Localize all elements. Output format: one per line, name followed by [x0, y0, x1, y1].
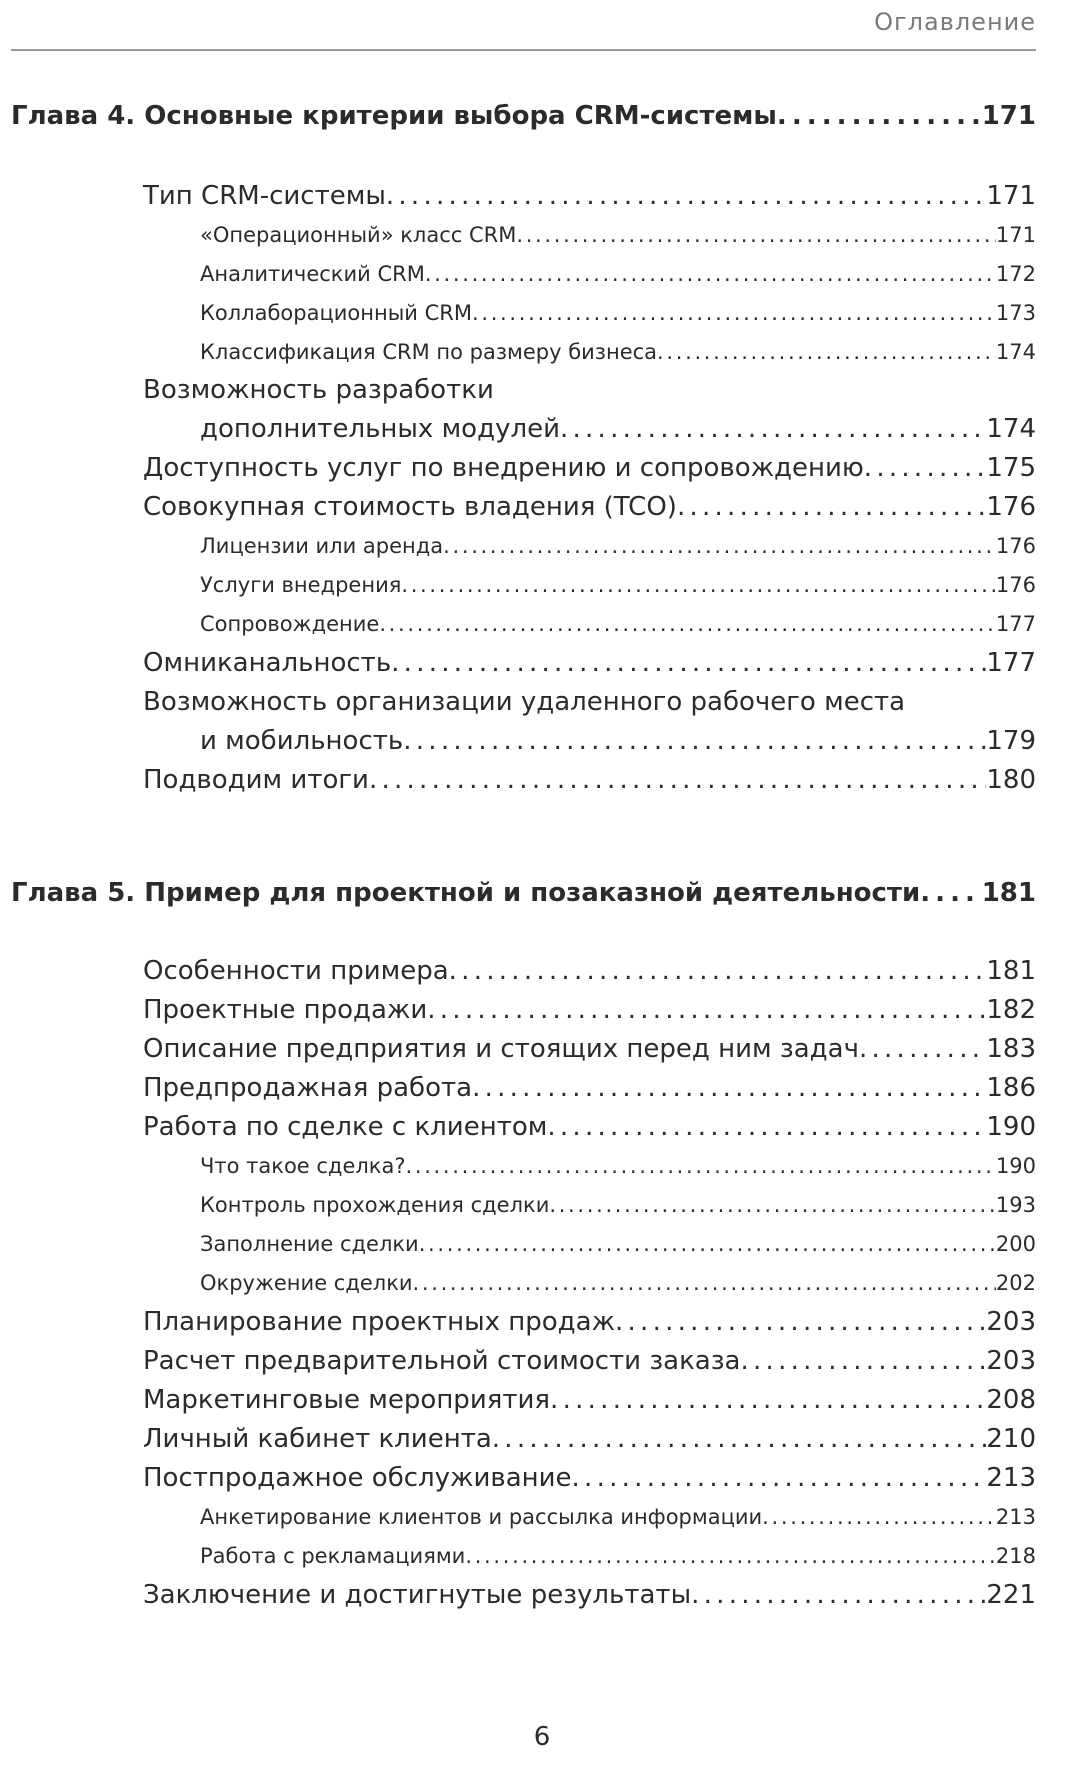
toc-subentry[interactable] — [200, 262, 1036, 286]
page-number: 6 — [533, 1722, 551, 1752]
toc-entry-title: Контроль прохождения сделки — [200, 1193, 550, 1217]
dot-leader — [762, 1505, 996, 1529]
toc-page-number: 174 — [995, 340, 1036, 364]
toc-page-number: 203 — [986, 1346, 1036, 1376]
toc-subentry[interactable] — [200, 534, 1036, 558]
toc-subentry[interactable] — [200, 1505, 1036, 1529]
toc-entry[interactable] — [143, 1385, 1036, 1415]
toc-entry[interactable] — [143, 1307, 1036, 1337]
toc-entry-title: Совокупная стоимость владения (TCO) — [143, 492, 677, 522]
dot-leader — [419, 1232, 996, 1256]
toc-entry[interactable] — [143, 995, 1036, 1025]
toc-page-number: 171 — [986, 181, 1036, 211]
dot-leader — [920, 878, 982, 908]
toc-subentry[interactable] — [200, 1193, 1036, 1217]
toc-subentry[interactable] — [200, 1232, 1036, 1256]
toc-page-number: 190 — [986, 1112, 1036, 1142]
toc-entry-title: Лицензии или аренда — [200, 534, 444, 558]
toc-entry-title: Омниканальность — [143, 648, 392, 678]
toc-subentry[interactable] — [200, 573, 1036, 597]
toc-entry-title: Личный кабинет клиента — [143, 1424, 492, 1454]
toc-entry-title: Услуги внедрения — [200, 573, 402, 597]
dot-leader — [425, 262, 996, 286]
toc-entry-title: «Операционный» класс CRM — [200, 223, 517, 247]
dot-leader — [740, 1346, 986, 1376]
running-head: Оглавление — [874, 8, 1036, 36]
toc-entry-title: Доступность услуг по внедрению и сопровождению — [143, 453, 864, 483]
toc-entry-title: Особенности примера — [143, 956, 449, 986]
toc-page-number: 210 — [986, 1424, 1036, 1454]
toc-page-number: 200 — [995, 1232, 1036, 1256]
toc-entry-title: Проектные продажи — [143, 995, 428, 1025]
dot-leader — [386, 181, 987, 211]
dot-leader — [427, 995, 986, 1025]
toc-entry[interactable] — [143, 1034, 1036, 1064]
toc-page-number: 182 — [986, 995, 1036, 1025]
toc-entry-title: Сопровождение — [200, 612, 380, 636]
toc-entry-title-line1: Возможность организации удаленного рабочего места — [143, 687, 906, 717]
toc-entry[interactable] — [143, 1346, 1036, 1376]
toc-subentry[interactable] — [200, 223, 1036, 247]
toc-entry[interactable] — [143, 492, 1036, 522]
dot-leader — [549, 1193, 996, 1217]
dot-leader — [516, 223, 996, 247]
toc-entry-title: Заключение и достигнутые результаты — [143, 1580, 692, 1610]
toc-page-number: 186 — [986, 1073, 1036, 1103]
dot-leader — [406, 1154, 996, 1178]
toc-page-number: 172 — [995, 262, 1036, 286]
toc-chapter-5[interactable] — [11, 878, 1036, 908]
toc-page-number: 176 — [995, 534, 1036, 558]
dot-leader — [777, 101, 982, 131]
toc-page-number: 180 — [986, 765, 1036, 795]
toc-subentry[interactable] — [200, 1154, 1036, 1178]
toc-page-number: 176 — [995, 573, 1036, 597]
toc-page-number: 174 — [986, 414, 1036, 444]
dot-leader — [449, 956, 987, 986]
toc-page-number: 190 — [995, 1154, 1036, 1178]
toc-entry-title: Аналитический CRM — [200, 262, 425, 286]
header-rule — [11, 49, 1036, 51]
toc-entry[interactable] — [143, 181, 1036, 211]
toc-entry-title: Тип CRM-системы — [143, 181, 386, 211]
dot-leader — [550, 1385, 986, 1415]
toc-page-number: 213 — [995, 1505, 1036, 1529]
toc-subentry[interactable] — [200, 340, 1036, 364]
dot-leader — [859, 1034, 986, 1064]
toc-page-number: 175 — [986, 453, 1036, 483]
toc-entry-title: Работа с рекламациями — [200, 1544, 466, 1568]
toc-page-number: 173 — [995, 301, 1036, 325]
toc-entry-title: Работа по сделке с клиентом — [143, 1112, 548, 1142]
toc-page-number: 202 — [995, 1271, 1036, 1295]
toc-page-number: 181 — [981, 878, 1036, 908]
toc-entry-title: Что такое сделка? — [200, 1154, 406, 1178]
toc-entry[interactable] — [200, 726, 1036, 756]
toc-entry-title-line1: Возможность разработки — [143, 375, 494, 405]
dot-leader — [413, 1271, 996, 1295]
toc-entry-title: Маркетинговые мероприятия — [143, 1385, 551, 1415]
toc-page-number: 221 — [986, 1580, 1036, 1610]
toc-page-number: 213 — [986, 1463, 1036, 1493]
toc-entry-title: Заполнение сделки — [200, 1232, 419, 1256]
dot-leader — [401, 573, 996, 597]
toc-entry[interactable] — [143, 648, 1036, 678]
toc-entry[interactable] — [143, 453, 1036, 483]
toc-entry[interactable] — [200, 414, 1036, 444]
dot-leader — [379, 612, 996, 636]
dot-leader — [657, 340, 996, 364]
dot-leader — [472, 301, 996, 325]
toc-entry-title: Расчет предварительной стоимости заказа — [143, 1346, 741, 1376]
toc-page-number: 193 — [995, 1193, 1036, 1217]
dot-leader — [369, 765, 986, 795]
toc-entry-title: Описание предприятия и стоящих перед ним задач — [143, 1034, 859, 1064]
toc-entry[interactable] — [143, 956, 1036, 986]
toc-page-number: 179 — [986, 726, 1036, 756]
toc-entry-title: и мобильность — [200, 726, 404, 756]
toc-entry[interactable] — [143, 1424, 1036, 1454]
toc-subentry[interactable] — [200, 612, 1036, 636]
toc-page-number: 208 — [986, 1385, 1036, 1415]
toc-page-number: 183 — [986, 1034, 1036, 1064]
toc-entry[interactable] — [143, 1463, 1036, 1493]
dot-leader — [492, 1424, 987, 1454]
dot-leader — [864, 453, 987, 483]
dot-leader — [691, 1580, 986, 1610]
dot-leader — [615, 1307, 986, 1337]
toc-page-number: 176 — [986, 492, 1036, 522]
toc-entry-title: дополнительных модулей — [200, 414, 560, 444]
toc-entry[interactable] — [143, 1112, 1036, 1142]
toc-entry[interactable] — [143, 765, 1036, 795]
toc-entry[interactable] — [143, 1073, 1036, 1103]
toc-entry-title: Окружение сделки — [200, 1271, 413, 1295]
toc-chapter-4[interactable] — [11, 101, 1036, 131]
toc-subentry[interactable] — [200, 301, 1036, 325]
toc-entry-title: Подводим итоги — [143, 765, 369, 795]
toc-page-number: 218 — [995, 1544, 1036, 1568]
toc-entry-title: Планирование проектных продаж — [143, 1307, 615, 1337]
toc-entry-title: Анкетирование клиентов и рассылка информации — [200, 1505, 763, 1529]
toc-page-number: 177 — [995, 612, 1036, 636]
dot-leader — [403, 726, 986, 756]
toc-chapter-title: Глава 5. Пример для проектной и позаказной деятельности — [11, 878, 921, 908]
dot-leader — [677, 492, 986, 522]
toc-subentry[interactable] — [200, 1544, 1036, 1568]
toc-entry-title: Постпродажное обслуживание — [143, 1463, 572, 1493]
toc-entry[interactable] — [143, 1580, 1036, 1610]
toc-page-number: 171 — [995, 223, 1036, 247]
dot-leader — [391, 648, 986, 678]
toc-entry-title: Предпродажная работа — [143, 1073, 473, 1103]
toc-entry-title: Классификация CRM по размеру бизнеса — [200, 340, 658, 364]
toc-subentry[interactable] — [200, 1271, 1036, 1295]
dot-leader — [572, 1463, 987, 1493]
dot-leader — [465, 1544, 996, 1568]
toc-page-number: 171 — [981, 101, 1036, 131]
toc-page-number: 181 — [986, 956, 1036, 986]
toc-page-number: 203 — [986, 1307, 1036, 1337]
dot-leader — [560, 414, 986, 444]
dot-leader — [472, 1073, 986, 1103]
toc-chapter-title: Глава 4. Основные критерии выбора CRM-системы — [11, 101, 777, 131]
toc-entry-title: Коллаборационный CRM — [200, 301, 472, 325]
dot-leader — [547, 1112, 986, 1142]
dot-leader — [443, 534, 996, 558]
toc-page-number: 177 — [986, 648, 1036, 678]
